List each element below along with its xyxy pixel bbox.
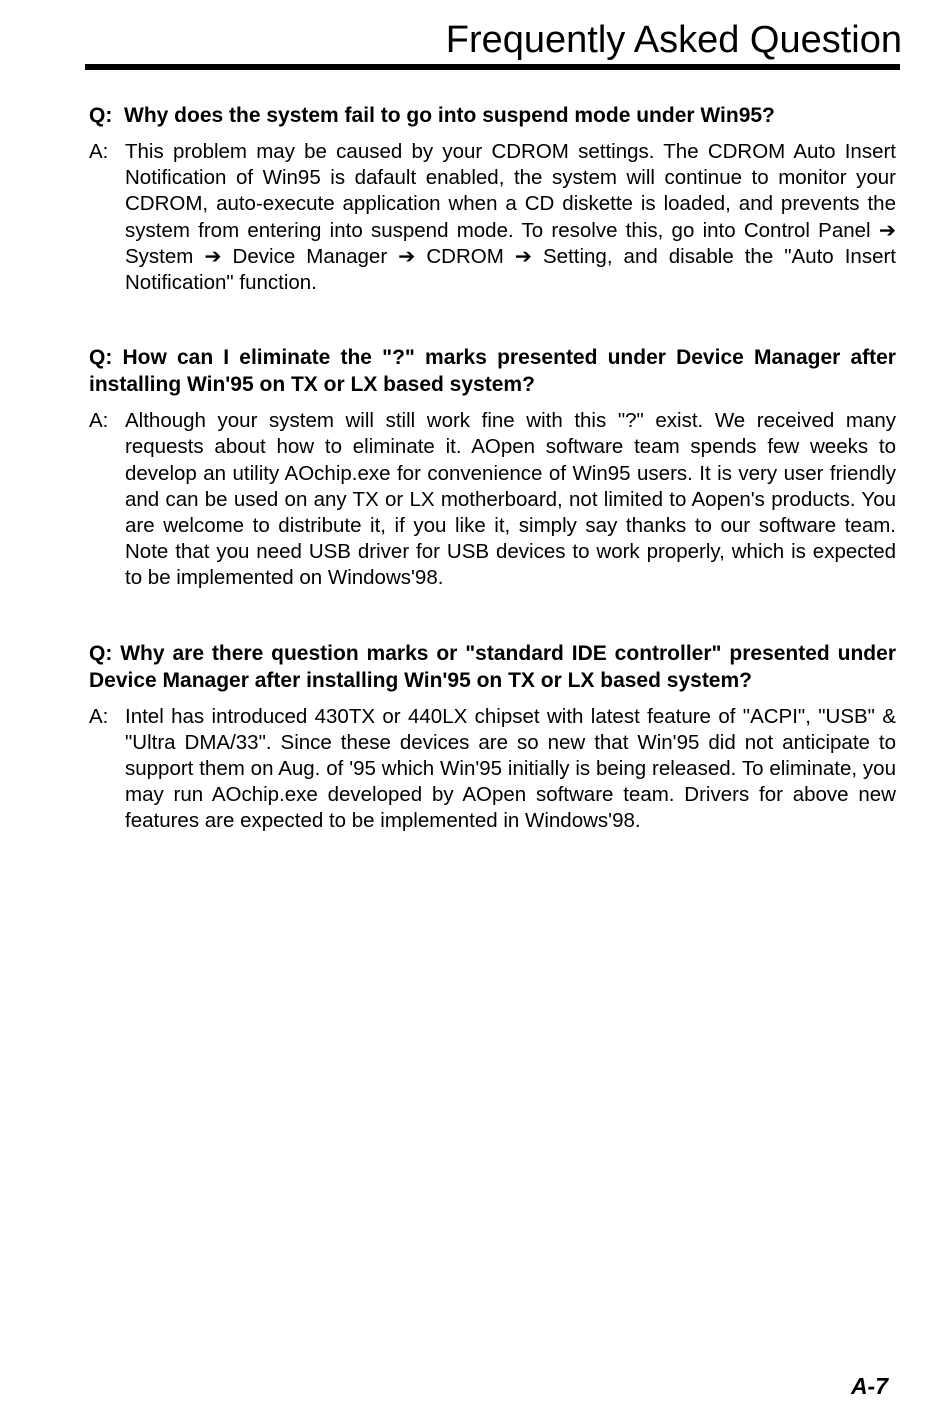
answer-prefix: A: — [89, 409, 109, 433]
faq-item — [89, 344, 896, 591]
faq-question — [89, 640, 896, 694]
question-text: Why does the system fail to go into suspend mode under Win95? — [124, 104, 775, 127]
answer-prefix: A: — [89, 140, 109, 163]
faq-question — [89, 344, 896, 398]
question-prefix: Q: — [89, 346, 113, 370]
answer-text: This problem may be caused by your CDROM settings. The CDROM Auto Insert Notification of Win95 is dafault enabled, the system will continue to monitor your CDROM, auto-execute application when a CD diskette is loaded, and prevents the system from entering into suspend mode. To resolve this, go into Control Panel ➔ System ➔ Device Manager ➔ CDROM ➔ Setting, and disable the "Auto Insert Notification" function. — [125, 140, 896, 295]
page-title: Frequently Asked Question — [445, 19, 902, 61]
answer-prefix: A: — [89, 704, 109, 728]
faq-item — [89, 640, 896, 835]
faq-item — [89, 102, 896, 296]
question-text: Why are there question marks or "standard IDE controller" presented under Device Manager after installing Win'95 on TX or LX based system? — [89, 641, 896, 692]
faq-answer — [89, 704, 896, 835]
faq-answer — [89, 408, 896, 591]
faq-list — [89, 102, 896, 835]
faq-question — [89, 102, 896, 129]
title-rule — [85, 64, 900, 70]
answer-text: Intel has introduced 430TX or 440LX chipset with latest feature of "ACPI", "USB" & "Ultra DMA/33". Since these devices are so new that Win'95 did not anticipate to support them on Aug. of '95 which Win'95 initially is being released. To eliminate, you may run AOchip.exe developed by AOpen software team. Drivers for above new features are expected to be implemented in Windows'98. — [125, 704, 896, 833]
question-prefix: Q: — [89, 104, 113, 127]
faq-answer — [89, 139, 896, 296]
answer-text: Although your system will still work fine with this "?" exist. We received many requests about how to eliminate it. AOpen software team spends few weeks to develop an utility AOchip.exe for convenience of Win95 users. It is very user friendly and can be used on any TX or LX motherboard, not limited to Aopen's products. You are welcome to distribute it, if you like it, simply say thanks to our software team. Note that you need USB driver for USB devices to work properly, which is expected to be implemented on Windows'98. — [125, 409, 896, 590]
question-text: How can I eliminate the "?" marks presented under Device Manager after installing Win'95 on TX or LX based system? — [89, 346, 896, 397]
question-prefix: Q: — [89, 641, 113, 665]
page-number: A-7 — [850, 1373, 888, 1399]
